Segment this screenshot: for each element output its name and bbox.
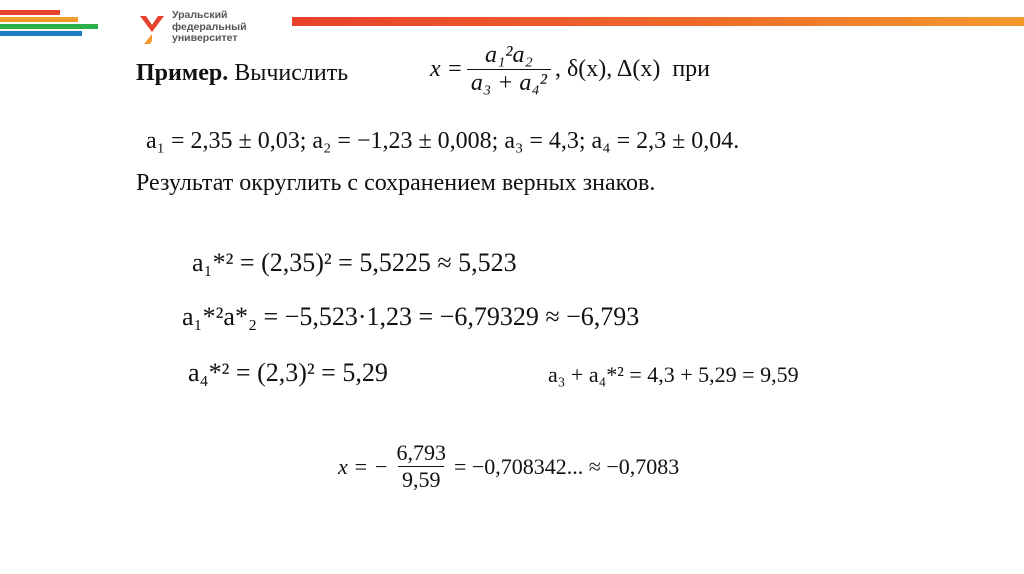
given-values: a₁ = 2,35 ± 0,03; a₂ = −1,23 ± 0,008; a₃ = 4,3; a₄ = 2,3 ± 0,04.: [146, 128, 740, 154]
final-denominator: 9,59: [398, 466, 445, 493]
problem-formula: [430, 42, 710, 97]
step-4: a₃ + a₄*² = 4,3 + 5,29 = 9,59: [548, 362, 799, 387]
logo-line-2: федеральный: [172, 20, 247, 33]
university-logo: [138, 8, 298, 48]
formula-tail: , δ(x), Δ(x): [554, 56, 661, 82]
header-stripes: [0, 0, 110, 44]
header-gradient-line: [292, 17, 1024, 26]
final-rhs: = −0,708342... ≈ −0,7083: [453, 453, 680, 479]
formula-denominator: a₃ + a₄²: [467, 69, 551, 97]
stripe-red: [0, 10, 60, 15]
final-fraction: [392, 440, 450, 493]
example-verb: Вычислить: [234, 60, 349, 86]
step-2: a₁*²a*₂ = −5,523·1,23 = −6,79329 ≈ −6,793: [182, 302, 640, 331]
problem-heading: [136, 60, 348, 87]
logo-mark-icon: [138, 12, 166, 46]
formula-when: при: [672, 56, 711, 82]
final-numerator: 6,793: [396, 440, 446, 465]
step-3: a₄*² = (2,3)² = 5,29: [188, 358, 388, 387]
instruction-text: Результат округлить с сохранением верных знаков.: [136, 170, 656, 196]
stripe-green: [0, 24, 98, 29]
stripe-orange: [0, 17, 78, 22]
logo-line-1: Уральский: [172, 9, 228, 21]
formula-numerator: a₁²a₂: [484, 42, 533, 68]
final-lhs: x = −: [338, 453, 389, 479]
final-result: [338, 440, 679, 493]
logo-line-3: университет: [172, 32, 238, 44]
logo-text: [172, 10, 247, 45]
formula-lhs: x =: [430, 56, 463, 82]
example-label: Пример.: [136, 60, 229, 86]
formula-fraction: [467, 42, 551, 97]
step-1: a₁*² = (2,35)² = 5,5225 ≈ 5,523: [192, 248, 517, 277]
stripe-blue: [0, 31, 82, 36]
